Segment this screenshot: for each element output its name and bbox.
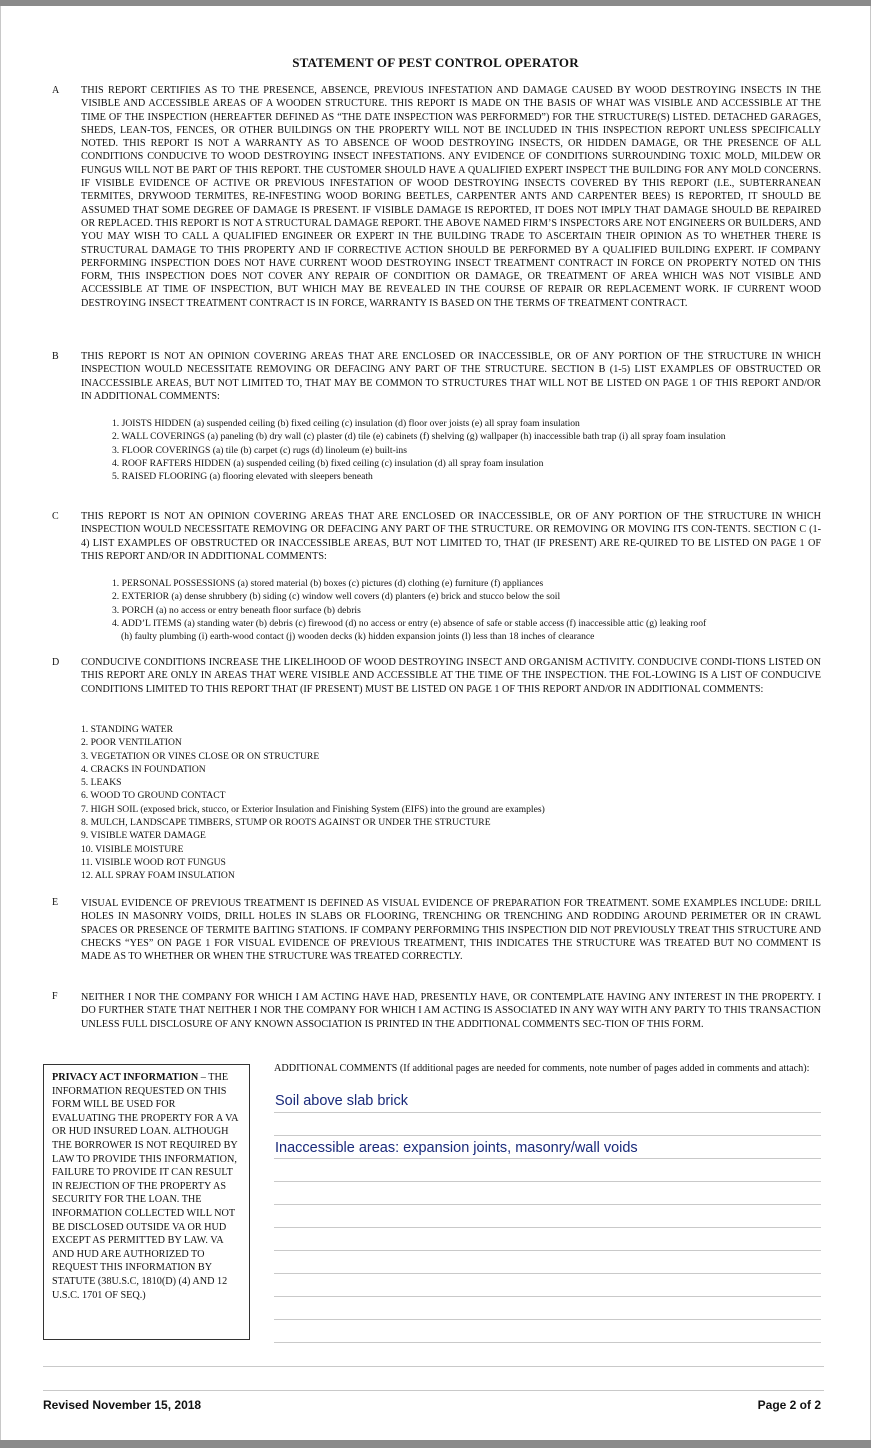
- list-item: 4. ADD’L ITEMS (a) standing water (b) debris (c) firewood (d) no access or entry (e) absence of safe or stable access (f) inaccessible attic (g) leaking roof: [112, 617, 707, 629]
- privacy-heading: PRIVACY ACT INFORMATION: [52, 1072, 199, 1083]
- comment-line-2[interactable]: Inaccessible areas: expansion joints, masonry/wall voids: [275, 1140, 638, 1156]
- list-item: 4. ROOF RAFTERS HIDDEN (a) suspended ceiling (b) fixed ceiling (c) insulation (d) all spray foam insulation: [112, 457, 544, 469]
- page-edge-left: [0, 6, 1, 1440]
- document-title: STATEMENT OF PEST CONTROL OPERATOR: [292, 55, 579, 70]
- comment-rule: [274, 1227, 821, 1228]
- section-a-text: THIS REPORT CERTIFIES AS TO THE PRESENCE, ABSENCE, PREVIOUS INFESTATION AND DAMAGE CAUSED BY WOOD DESTROYING INSECTS IN THE VISIBLE AND ACCESSIBLE AREAS OF A WOODEN STRUCTURE. THIS REPORT IS MADE ON THE BASIS OF WHAT WAS VISIBLE AND ACCESSIBLE AT THE TIME OF THE INSPECTION (HEREAFTER DEFINED AS “THE DATE INSPECTION WAS PERFORMED”) FOR THE STRUCTURE(S) LISTED. DETACHED GARAGES, SHEDS, LEAN-TOS, FENCES, OR OTHER BUILDINGS ON THE PROPERTY WILL NOT BE INCLUDED IN THIS INSPECTION REPORT UNLESS SPECIFICALLY NOTED. THIS REPORT IS NOT A WARRANTY AS TO ABSENCE OF WOOD DESTROYING INSECTS, OR HIDDEN DAMAGE, OR THE PRESENCE OF ALL CONDITIONS CONDUCIVE TO WOOD DESTROYING INSECT INFESTATIONS. ANY EVIDENCE OF CONDITIONS SURROUNDING TOXIC MOLD, MILDEW OR FUNGUS WILL NOT BE PART OF THIS REPORT. THE CUSTOMER SHOULD HAVE A QUALIFIED EXPERT INSPECT THE BUILDING FOR ANY MOLD CONCERNS. IF VISIBLE EVIDENCE OF ACTIVE OR PREVIOUS INFESTATION OF WOOD DESTROYING INSECTS COVERED BY THIS REPORT (I.E., SUBTERRANEAN TERMITES, DRYWOOD TERMITES, RE-INFESTING WOOD BORING BEETLES, CARPENTER ANTS AND CARPENTER BEES) IS REPORTED, IT SHOULD BE ASSUMED THAT SOME DEGREE OF DAMAGE IS PRESENT. IF VISIBLE DAMAGE IS REPORTED, IT DOES NOT IMPLY THAT DAMAGE SHOULD BE REPAIRED OR REPLACED. THIS REPORT IS NOT A STRUCTURAL DAMAGE REPORT. THE ABOVE NAMED FIRM’S INSPECTORS ARE NOT ENGINEERS OR BUILDERS, AND YOU MAY WISH TO CALL A QUALIFIED ENGINEER OR EXPERT IN THE BUILDING TRADE TO ASCERTAIN THEIR OPINION AS TO WHETHER THERE IS STRUCTURAL DAMAGE TO THIS PROPERTY AND IF CORRECTIVE ACTION SHOULD BE PERFORMED BY A QUALIFIED BUILDING EXPERT. IF COMPANY PERFORMING INSPECTION DOES NOT HAVE CURRENT WOOD DESTROYING INSECT TREATMENT CONTRACT IN FORCE ON PROPERTY NOTED ON THIS FORM, THIS INSPECTION DOES NOT COVER ANY REPAIR OF CONDITION OR DAMAGE, OR TREATMENT OF AREA WHICH WAS NOT VISIBLE AND ACCESSIBLE AT TIME OF INSPECTION, BUT WHICH MAY BE REVEALED IN THE COURSE OF REPAIR OR REPLACEMENT WORK. IF CURRENT WOOD DESTROYING INSECT TREATMENT CONTRACT IS IN FORCE, WARRANTY IS BASED ON THE TERMS OF TREATMENT CONTRACT.: [81, 85, 821, 309]
- section-c-text: THIS REPORT IS NOT AN OPINION COVERING AREAS THAT ARE ENCLOSED OR INACCESSIBLE, OR OF ANY PORTION OF THE STRUCTURE IN WHICH INSPECTION WOULD NECESSITATE REMOVING OR DEFACING ANY PART OF THE STRUCTURE. OR REMOVING OR MOVING ITS CON-TENTS. SECTION C (1-4) LIST EXAMPLES OF OBSTRUCTED OR INACCESSIBLE AREAS, BUT NOT LIMITED TO, THAT (IF PRESENT) ARE RE-QUIRED TO BE LISTED ON PAGE 1 OF THIS REPORT AND/OR IN ADDITIONAL COMMENTS:: [81, 511, 821, 562]
- section-f-letter: F: [52, 991, 58, 1002]
- list-item: 2. EXTERIOR (a) dense shrubbery (b) siding (c) window well covers (d) planters (e) brick and stucco below the soil: [112, 591, 561, 603]
- list-item: 1. JOISTS HIDDEN (a) suspended ceiling (b) fixed ceiling (c) insulation (d) floor over joists (e) all spray foam insulation: [112, 418, 580, 429]
- revised-date: Revised November 15, 2018: [43, 1398, 202, 1412]
- list-item: 10. VISIBLE MOISTURE: [81, 843, 184, 855]
- list-item: 7. HIGH SOIL (exposed brick, stucco, or Exterior Insulation and Finishing System (EIFS) into the ground are examples): [81, 803, 545, 815]
- additional-comments-label: ADDITIONAL COMMENTS (If additional pages are needed for comments, note number of pages added in comments and attach):: [274, 1063, 810, 1074]
- list-item: 8. MULCH, LANDSCAPE TIMBERS, STUMP OR ROOTS AGAINST OR UNDER THE STRUCTURE: [81, 817, 491, 829]
- section-d-text: CONDUCIVE CONDITIONS INCREASE THE LIKELIHOOD OF WOOD DESTROYING INSECT AND ORGANISM ACTIVITY. CONDUCIVE CONDI-TIONS LISTED ON THIS REPORT ARE ONLY IN AREAS THAT WERE VISIBLE AND ACCESSIBLE AT THE TIME OF THE INSPECTION. THE FOL-LOWING IS A LIST OF CONDUCIVE CONDITIONS LIMITED TO THIS REPORT THAT (IF PRESENT) MUST BE LISTED ON PAGE 1 OF THIS REPORT AND/OR IN ADDITIONAL COMMENTS:: [81, 657, 821, 695]
- list-item: 4. CRACKS IN FOUNDATION: [81, 763, 206, 775]
- comment-rule: [274, 1273, 821, 1274]
- list-item: (h) faulty plumbing (i) earth-wood contact (j) wooden decks (k) hidden expansion joints (l) less than 18 inches of clearance: [121, 631, 595, 643]
- list-item: 9. VISIBLE WATER DAMAGE: [81, 830, 206, 842]
- list-item: 6. WOOD TO GROUND CONTACT: [81, 790, 226, 802]
- list-item: 5. LEAKS: [81, 777, 122, 789]
- comment-rule: [274, 1158, 821, 1159]
- section-b-letter: B: [52, 351, 59, 362]
- comment-rule: [274, 1181, 821, 1182]
- list-item: 11. VISIBLE WOOD ROT FUNGUS: [81, 856, 226, 868]
- list-item: 3. FLOOR COVERINGS (a) tile (b) carpet (c) rugs (d) linoleum (e) built-ins: [112, 444, 407, 456]
- section-a-letter: A: [52, 85, 60, 96]
- comment-rule: [274, 1250, 821, 1251]
- list-item: 3. PORCH (a) no access or entry beneath floor surface (b) debris: [112, 604, 361, 616]
- section-e-text: VISUAL EVIDENCE OF PREVIOUS TREATMENT IS DEFINED AS VISUAL EVIDENCE OF PREPARATION FOR TREATMENT. SOME EXAMPLES INCLUDE: DRILL HOLES IN MASONRY VOIDS, DRILL HOLES IN SLABS OR FLOORING, TRENCHING OR TRENCHING AND RODDING AROUND PERIMETER OR IN CRAWL SPACES OR PRESENCE OF TERMITE BAITING STATIONS. IF COMPANY PERFORMING THIS INSPECTION DID NOT PREVIOUSLY TREAT THIS STRUCTURE AND CHECKS “YES” ON PAGE 1 FOR VISUAL EVIDENCE OF PREVIOUS TREATMENT, THIS INDICATES THE STRUCTURE WAS TREATED BUT NO COMMENT IS MADE AS TO WHETHER OR WHEN THE STRUCTURE WAS TREATED CORRECTLY.: [81, 898, 821, 963]
- section-c-list: [112, 577, 817, 643]
- comment-rule: [274, 1204, 821, 1205]
- comment-line-1[interactable]: Soil above slab brick: [275, 1093, 408, 1109]
- section-c-letter: C: [52, 511, 59, 522]
- list-item: 5. RAISED FLOORING (a) flooring elevated with sleepers beneath: [112, 471, 373, 483]
- section-e-letter: E: [52, 897, 59, 908]
- full-width-rule: [43, 1366, 824, 1367]
- bottom-border: [0, 1440, 871, 1448]
- privacy-text: THE INFORMATION REQUESTED ON THIS FORM WILL BE USED FOR EVALUATING THE PROPERTY FOR A VA OR HUD INSURED LOAN. ALTHOUGH THE BORROWER IS NOT REQUIRED BY LAW TO PROVIDE THIS INFORMATION, FAILURE TO PROVIDE IT CAN RESULT IN REJECTION OF THE PROPERTY AS SECURITY FOR THE LOAN. THE INFORMATION COLLECTED WILL NOT BE DISCLOSED OUTSIDE VA OR HUD EXCEPT AS PERMITTED BY LAW. VA AND HUD ARE AUTHORIZED TO REQUEST THIS INFORMATION BY STATUTE (38U.S.C, 1810(D) (4) AND 12 U.S.C. 1701 OF SEQ.): [52, 1072, 238, 1301]
- list-item: 2. POOR VENTILATION: [81, 737, 182, 749]
- comment-rule: [274, 1112, 821, 1113]
- section-f-text: NEITHER I NOR THE COMPANY FOR WHICH I AM ACTING HAVE HAD, PRESENTLY HAVE, OR CONTEMPLATE HAVING ANY INTEREST IN THE PROPERTY. I DO FURTHER STATE THAT NEITHER I NOR THE COMPANY FOR WHICH I AM ACTING IS ASSOCIATED IN ANY WAY WITH ANY PARTY TO THIS TRANSACTION UNLESS FULL DISCLOSURE OF ANY KNOWN ASSOCIATION IS PRINTED IN THE ADDITIONAL COMMENTS SEC-TION OF THIS FORM.: [81, 992, 821, 1030]
- section-d-letter: D: [52, 657, 60, 668]
- list-item: 2. WALL COVERINGS (a) paneling (b) dry wall (c) plaster (d) tile (e) cabinets (f) shelving (g) wallpaper (h) inaccessible bath trap (i) all spray foam insulation: [112, 431, 726, 443]
- section-b-list: [112, 417, 812, 483]
- section-b-text: THIS REPORT IS NOT AN OPINION COVERING AREAS THAT ARE ENCLOSED OR INACCESSIBLE, OR OF ANY PORTION OF THE STRUCTURE IN WHICH INSPECTION WOULD NECESSITATE REMOVING OR DEFACING ANY PART OF THE STRUCTURE. SECTION B (1-5) LIST EXAMPLES OF OBSTRUCTED OR INACCESSIBLE AREAS, BUT NOT LIMITED TO, THAT MAY BE COMMON TO STRUCTURES THAT WILL NOT BE LISTED ON PAGE 1 OF THIS REPORT AND/OR IN ADDITIONAL COMMENTS:: [81, 351, 821, 402]
- list-item: 1. STANDING WATER: [81, 724, 174, 735]
- comment-rule: [274, 1319, 821, 1320]
- privacy-dash: –: [198, 1072, 206, 1083]
- list-item: 1. PERSONAL POSSESSIONS (a) stored material (b) boxes (c) pictures (d) clothing (e) furniture (f) appliances: [112, 578, 544, 589]
- comment-rule: [274, 1135, 821, 1136]
- comment-rule: [274, 1296, 821, 1297]
- comment-rule: [274, 1342, 821, 1343]
- section-d-list: [81, 723, 821, 883]
- list-item: 12. ALL SPRAY FOAM INSULATION: [81, 870, 235, 882]
- page-number: Page 2 of 2: [757, 1398, 821, 1412]
- privacy-act-box: [43, 1064, 250, 1340]
- list-item: 3. VEGETATION OR VINES CLOSE OR ON STRUCTURE: [81, 750, 320, 762]
- full-width-rule: [43, 1390, 824, 1391]
- top-border: [0, 0, 871, 6]
